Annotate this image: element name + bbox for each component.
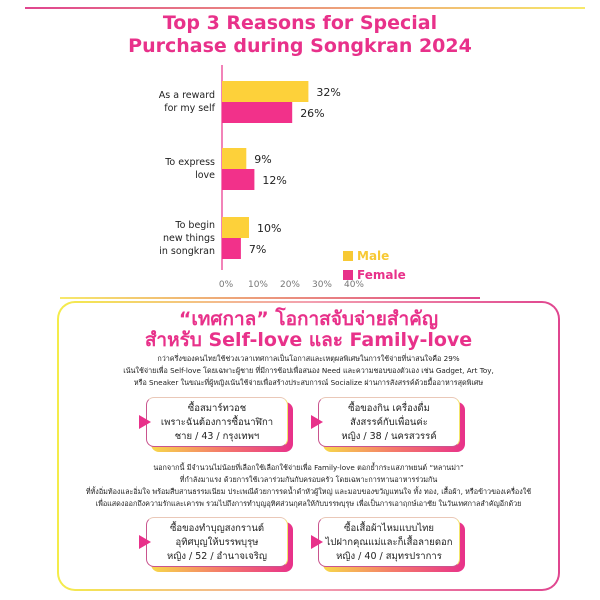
quote-box: ซื้อของกิน เครื่องดื่ม สังสรรค์กับเพื่อนค่ะ หญิง / 38 / นครสวรรค์: [318, 397, 460, 447]
legend-swatch: [343, 251, 353, 261]
category-label: To begin new things in songkran: [159, 219, 215, 257]
bar-male: [222, 81, 308, 102]
data-label: 10%: [257, 222, 282, 235]
quote-box: ซื้อสมาร์ทวอช เพราะฉันต้องการซื้อนาฬิกา ชาย / 43 / กรุงเทพฯ: [146, 397, 288, 447]
x-tick-label: 10%: [247, 280, 269, 290]
data-label: 9%: [254, 153, 272, 166]
x-tick-label: 30%: [311, 280, 333, 290]
category-label: As a reward for my self: [158, 90, 215, 114]
bottom-divider: [60, 297, 480, 299]
legend-male: Male: [343, 249, 389, 263]
x-tick-label: 20%: [279, 280, 301, 290]
top-divider: [25, 7, 585, 9]
bar-female: [222, 238, 241, 259]
chart-title: Top 3 Reasons for Special Purchase during Songkran 2024: [128, 12, 472, 57]
x-tick-label: 40%: [343, 280, 365, 290]
play-triangle-icon: [311, 415, 323, 429]
play-triangle-icon: [139, 415, 151, 429]
data-label: 32%: [316, 86, 341, 99]
play-triangle-icon: [139, 535, 151, 549]
play-triangle-icon: [311, 535, 323, 549]
section-heading: “เทศกาล” โอกาสจับจ่ายสำคัญ สำหรับ Self-love และ Family-love: [144, 308, 473, 351]
insight-card: [57, 301, 560, 591]
category-label: To express love: [165, 157, 215, 181]
data-label: 12%: [262, 174, 287, 187]
paragraph-self-love: กว่าครึ่งของคนไทยใช้ช่วงเวลาเทศกาลเป็นโอกาสและเหตุผลพิเศษในการใช้จ่ายที่น่าสนใจคือ 29% เน้นใช้จ่ายเพื่อ Self-love โดยเฉพาะผู้ชาย ที่มีการช้อปเพื่อสนอง Need และความชอบของตัวเอง เช่น Gadget, Art Toy, หรือ Sneaker ในขณะที่ผู้หญิงเน้นใช้จ่ายเพื่อสร้างประสบการณ์ Socialize ผ่านการสังสรรค์ด้วยมื้ออาหารสุดพิเศษ: [123, 354, 494, 387]
bar-chart: [0, 60, 600, 300]
data-label: 7%: [248, 243, 267, 256]
legend-female: Female: [343, 268, 406, 282]
paragraph-family-love: นอกจากนี้ มีจำนวนไม่น้อยที่เลือกใช้เลือกใช้จ่ายเพื่อ Family-love ตอกย้ำกระแสภาพยนต์ “หลานม่า” ที่กำลังมาแรง ด้วยการใช้เวลาร่วมกันกับครอบครัว โดยเฉพาะการทานอาหารร่วมกัน ที่ทั้งอิ่มท้องและอิ่มใจ พร้อมสืบสานธรรมเนียม ประเพณีด้วยการรดน้ำดำหัวผู้ใหญ่ และมอบของขวัญแทนใจ ทั้ง ทอง, เสื้อผ้า, หรือข้าวของเครื่องใช้ เพื่อแสดงออกถึงความรักและเคารพ รวมไปถึงการทำบุญอุทิศส่วนกุศลให้กับบรรพบุรุษ เพื่อเป็นการเอาฤกษ์เอาชัย ในวันเทศกาลสำคัญอีกด้วย: [85, 463, 532, 508]
quote-box: ซื้อเสื้อผ้าไหมแบบไทย ไปฝากคุณแม่และก็เสื้อลายดอก หญิง / 40 / สมุทรปราการ: [318, 517, 460, 567]
bar-male: [222, 148, 246, 169]
x-tick-label: 0%: [218, 280, 234, 290]
bar-female: [222, 102, 292, 123]
bar-male: [222, 217, 249, 238]
quote-box: ซื้อของทำบุญสงกรานต์ อุทิศบุญให้บรรพบุรุษ หญิง / 52 / อำนาจเจริญ: [146, 517, 288, 567]
bar-female: [222, 169, 254, 190]
legend-swatch: [343, 270, 353, 280]
data-label: 26%: [300, 107, 325, 120]
